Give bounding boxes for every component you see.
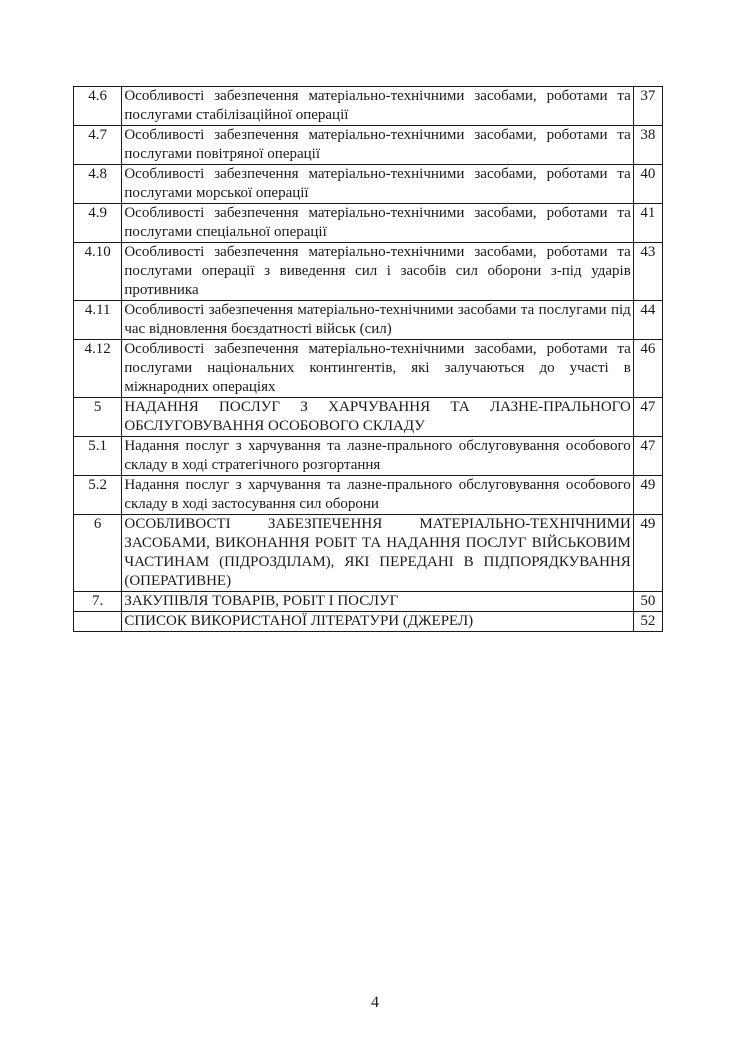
toc-row [74, 126, 663, 165]
section-number: 7. [74, 592, 122, 612]
toc-row [74, 437, 663, 476]
toc-row [74, 243, 663, 301]
toc-row [74, 165, 663, 204]
section-page: 49 [633, 476, 662, 515]
section-number: 4.6 [74, 87, 122, 126]
section-page: 50 [633, 592, 662, 612]
page-number: 4 [371, 994, 379, 1011]
section-number: 4.11 [74, 301, 122, 340]
toc-body [74, 87, 663, 632]
section-title: Надання послуг з харчування та лазне-прального обслуговування особового складу в ході стратегічного розгортання [122, 437, 633, 476]
section-title: НАДАННЯ ПОСЛУГ З ХАРЧУВАННЯ ТА ЛАЗНЕ-ПРАЛЬНОГО ОБСЛУГОВУВАННЯ ОСОБОВОГО СКЛАДУ [122, 398, 633, 437]
toc-row [74, 204, 663, 243]
toc-row [74, 398, 663, 437]
section-title: Особливості забезпечення матеріально-технічними засобами, роботами та послугами морської операції [122, 165, 633, 204]
section-page: 52 [633, 612, 662, 632]
section-title: СПИСОК ВИКОРИСТАНОЇ ЛІТЕРАТУРИ (ДЖЕРЕЛ) [122, 612, 633, 632]
section-title: Особливості забезпечення матеріально-технічними засобами, роботами та послугами спеціальної операції [122, 204, 633, 243]
section-title: ЗАКУПІВЛЯ ТОВАРІВ, РОБІТ І ПОСЛУГ [122, 592, 633, 612]
section-page: 37 [633, 87, 662, 126]
section-number: 4.7 [74, 126, 122, 165]
section-page: 44 [633, 301, 662, 340]
toc-row [74, 476, 663, 515]
section-title: Особливості забезпечення матеріально-технічними засобами, роботами та послугами операції з виведення сил і засобів сил оборони з-під ударів противника [122, 243, 633, 301]
section-page: 47 [633, 398, 662, 437]
toc-row [74, 612, 663, 632]
section-page: 38 [633, 126, 662, 165]
section-number: 4.9 [74, 204, 122, 243]
section-title: Надання послуг з харчування та лазне-прального обслуговування особового складу в ході застосування сил оборони [122, 476, 633, 515]
section-title: Особливості забезпечення матеріально-технічними засобами та послугами під час відновлення боєздатності військ (сил) [122, 301, 633, 340]
toc-row [74, 301, 663, 340]
section-page: 43 [633, 243, 662, 301]
section-number: 4.10 [74, 243, 122, 301]
section-number: 6 [74, 515, 122, 592]
section-number: 5 [74, 398, 122, 437]
section-page: 49 [633, 515, 662, 592]
section-title: Особливості забезпечення матеріально-технічними засобами, роботами та послугами національних контингентів, які залучаються до участі в міжнародних операціях [122, 340, 633, 398]
toc-row [74, 87, 663, 126]
section-page: 46 [633, 340, 662, 398]
section-number: 4.8 [74, 165, 122, 204]
toc-row [74, 592, 663, 612]
section-number [74, 612, 122, 632]
table-of-contents [73, 86, 663, 632]
section-number: 4.12 [74, 340, 122, 398]
section-page: 40 [633, 165, 662, 204]
section-page: 47 [633, 437, 662, 476]
toc-row [74, 515, 663, 592]
section-title: ОСОБЛИВОСТІ ЗАБЕЗПЕЧЕННЯ МАТЕРІАЛЬНО-ТЕХНІЧНИМИ ЗАСОБАМИ, ВИКОНАННЯ РОБІТ ТА НАДАННЯ ПОСЛУГ ВІЙСЬКОВИМ ЧАСТИНАМ (ПІДРОЗДІЛАМ), ЯКІ ПЕРЕДАНІ В ПІДПОРЯДКУВАННЯ (ОПЕРАТИВНЕ) [122, 515, 633, 592]
section-page: 41 [633, 204, 662, 243]
section-number: 5.1 [74, 437, 122, 476]
toc-row [74, 340, 663, 398]
section-number: 5.2 [74, 476, 122, 515]
section-title: Особливості забезпечення матеріально-технічними засобами, роботами та послугами повітряної операції [122, 126, 633, 165]
section-title: Особливості забезпечення матеріально-технічними засобами, роботами та послугами стабілізаційної операції [122, 87, 633, 126]
